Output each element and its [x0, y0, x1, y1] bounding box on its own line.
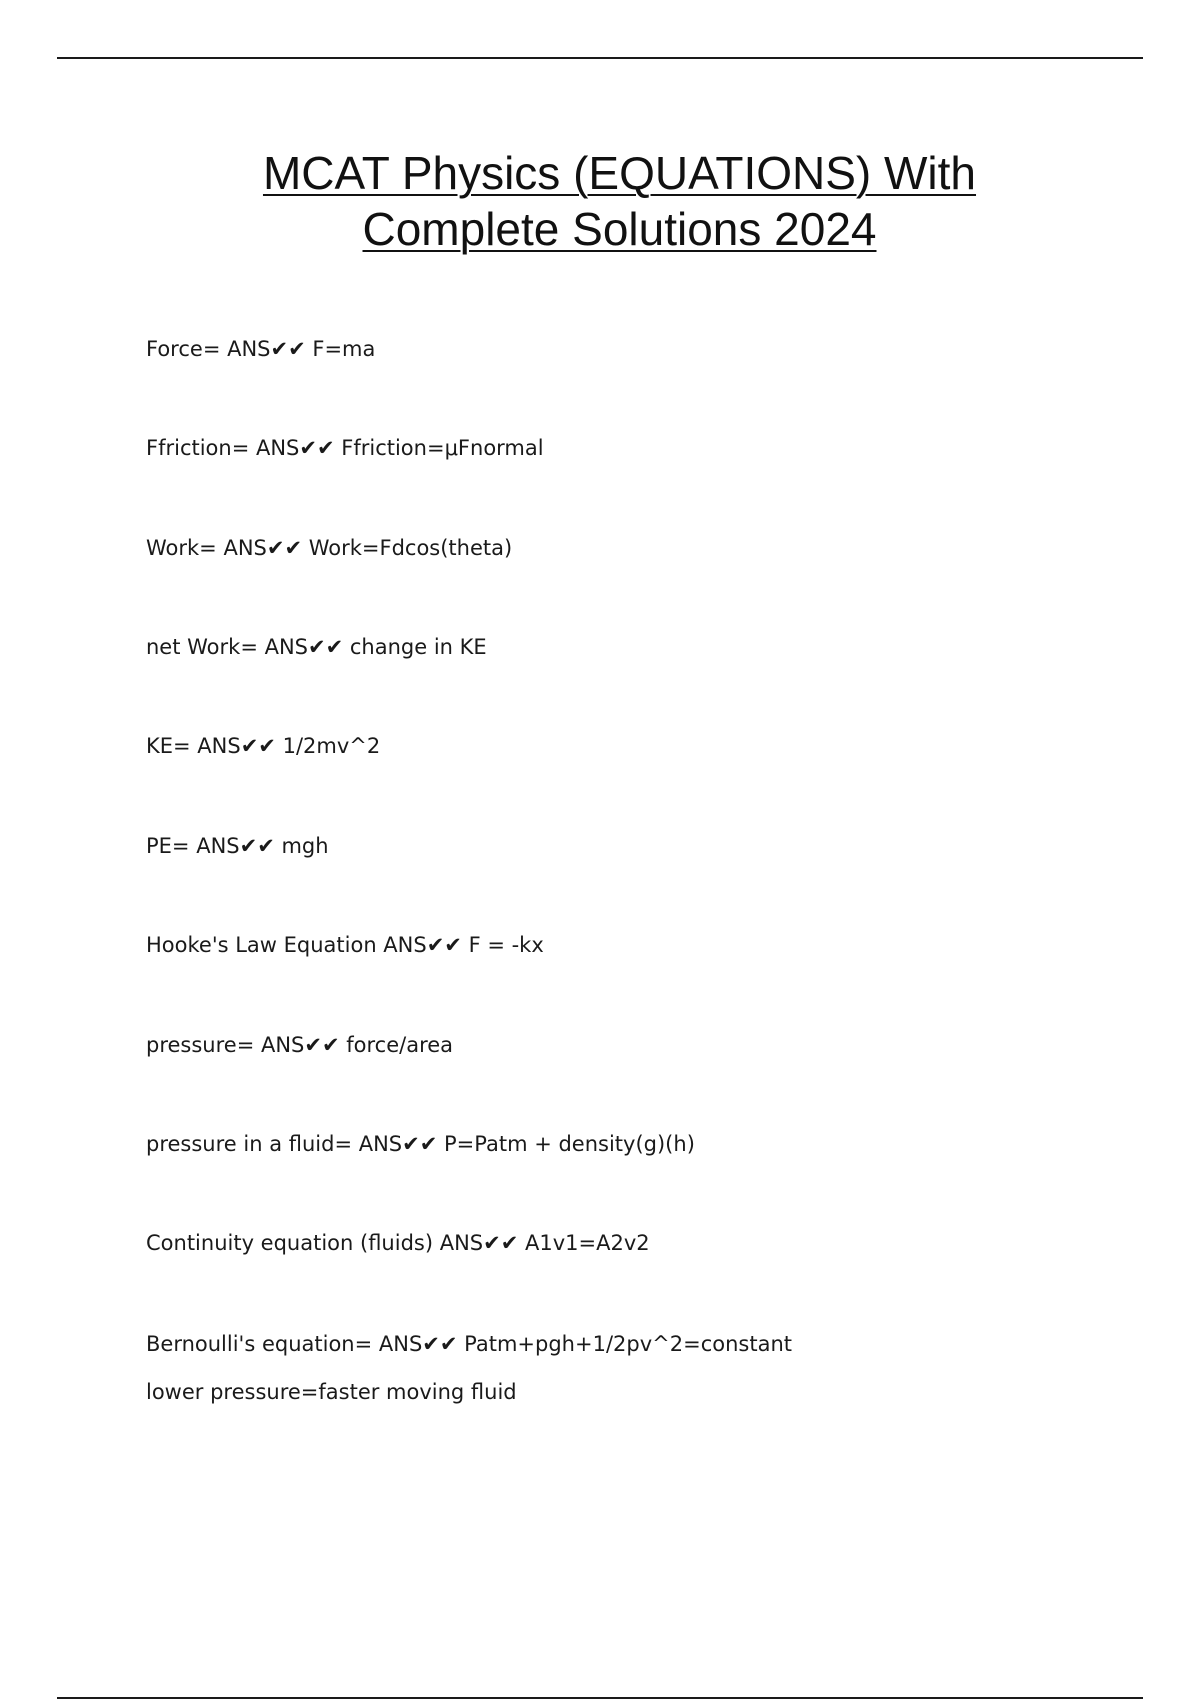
document-title	[57, 145, 1182, 257]
qa-text: Continuity equation (fluids) ANS✔✔ A1v1=A2v2	[146, 1231, 650, 1255]
qa-text: Bernoulli's equation= ANS✔✔ Patm+pgh+1/2pv^2=constant	[146, 1332, 792, 1356]
qa-entry-bernoulli	[146, 1331, 792, 1405]
qa-entry-work	[146, 535, 512, 561]
qa-text: KE= ANS✔✔ 1/2mv^2	[146, 734, 381, 758]
qa-text: net Work= ANS✔✔ change in KE	[146, 635, 487, 659]
qa-entry-pe	[146, 833, 329, 859]
qa-text: pressure= ANS✔✔ force/area	[146, 1033, 454, 1057]
qa-text: pressure in a fluid= ANS✔✔ P=Patm + density(g)(h)	[146, 1132, 695, 1156]
qa-entry-ke	[146, 733, 380, 759]
qa-entry-friction	[146, 435, 544, 461]
qa-entry-force	[146, 336, 375, 362]
qa-continuation-text: lower pressure=faster moving fluid	[146, 1380, 517, 1404]
qa-text: Hooke's Law Equation ANS✔✔ F = -kx	[146, 933, 544, 957]
top-rule	[57, 57, 1143, 59]
qa-entry-net-work	[146, 634, 487, 660]
qa-entry-continuity	[146, 1230, 650, 1256]
title-line-1: MCAT Physics (EQUATIONS) With	[262, 147, 977, 199]
bottom-rule	[57, 1697, 1143, 1699]
qa-text: PE= ANS✔✔ mgh	[146, 834, 329, 858]
qa-text: Force= ANS✔✔ F=ma	[146, 337, 376, 361]
qa-entry-pressure	[146, 1032, 453, 1058]
qa-text: Work= ANS✔✔ Work=Fdcos(theta)	[146, 536, 513, 560]
qa-entry-fluid-pressure	[146, 1131, 695, 1157]
qa-text: Ffriction= ANS✔✔ Ffriction=μFnormal	[146, 436, 544, 460]
qa-entry-hookes-law	[146, 932, 544, 958]
title-line-2: Complete Solutions 2024	[362, 203, 877, 255]
